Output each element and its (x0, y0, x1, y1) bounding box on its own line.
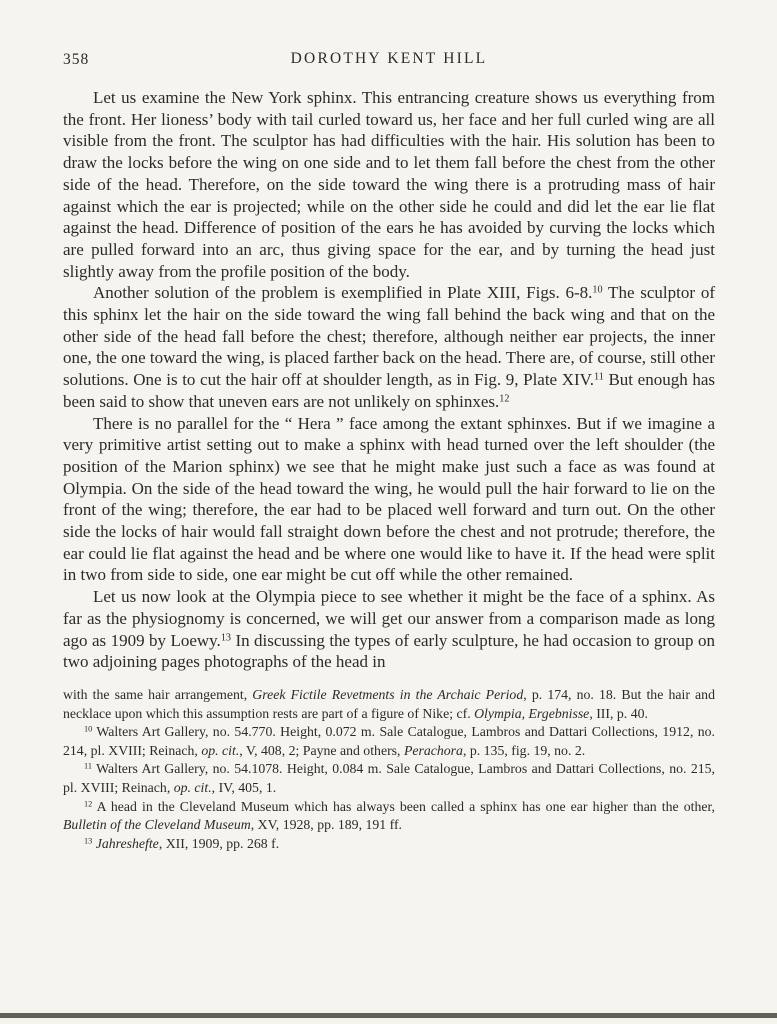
footnote-continuation: with the same hair arrangement, Greek Fictile Revetments in the Archaic Period, p. 174, no. 18. But the hair and necklace upon which this assumption rests are part of a figure of Nike; cf. Olympia, Ergebnisse, III, p. 40. (63, 686, 715, 721)
running-head-title: DOROTHY KENT HILL (290, 50, 488, 67)
footnotes-block (63, 686, 715, 853)
footnote: $^{10}$ Walters Art Gallery, no. 54.770. Height, 0.072 m. Sale Catalogue, Lambros and Dattari Collections, 1912, no. 214, pl. XVIII; Reinach, op. cit., V, 408, 2; Payne and others, Perachora, p. 135, fig. 19, no. 2. (63, 724, 715, 758)
footnote: $^{11}$ Walters Art Gallery, no. 54.1078. Height, 0.084 m. Sale Catalogue, Lambros and Dattari Collections, no. 215, pl. XVIII; Reinach, op. cit., IV, 405, 1. (63, 761, 715, 795)
paragraph: Let us now look at the Olympia piece to see whether it might be the face of a sphinx. As far as the physiognomy is concerned, we will get our answer from a comparison made as long ago as 1909 by Loewy.$^{13}$ In discussing the types of early sculpture, he had occasion to group on two adjoining pages photographs of the head in (63, 587, 715, 672)
paragraph: There is no parallel for the “ Hera ” face among the extant sphinxes. But if we imagine a very primitive artist setting out to make a sphinx with head turned over the left shoulder (the position of the Marion sphinx) we see that he might make just such a face as was found at Olympia. On the side of the head toward the wing, he would pull the hair forward to lie on the front of the wing; therefore, the ear had to be placed well forward and turn out. On the other side the locks of hair would fall straight down before the chest and not protrude; therefore, the ear could lie flat against the head and be where one would like to have it. If the head were split in two from side to side, one ear might be cut off while the other remained. (63, 413, 715, 585)
footnote: $^{13}$ Jahreshefte, XII, 1909, pp. 268 f. (84, 835, 280, 851)
paragraph: Another solution of the problem is exemplified in Plate XIII, Figs. 6-8.10 The sculptor of this sphinx let the hair on the side toward the wing fall behind the back wing and that on the other side of the head fall before the chest; therefore, although neither ear projects, the inner one, the one toward the wing, is placed farther back on the head. There are, of course, still other solutions. One is to cut the hair off at shoulder length, as in Fig. 9, Plate XIV.$^{11}$ But enough has been said to show that uneven ears are not unlikely on sphinxes.$^{12}$ (63, 283, 715, 411)
page-header (63, 50, 715, 72)
body-text (63, 87, 715, 673)
page-number: 358 (63, 51, 90, 68)
scan-edge-artifact (0, 1013, 777, 1018)
footnote: $^{12}$ A head in the Cleveland Museum which has always been called a sphinx has one ear higher than the other, Bulletin of the Cleveland Museum, XV, 1928, pp. 189, 191 ff. (63, 798, 715, 833)
paragraph: Let us examine the New York sphinx. This entrancing creature shows us everything from the front. Her lioness’ body with tail curled toward us, her face and her full curled wing are all visible from the front. The sculptor has had difficulties with the hair. His solution has been to draw the locks before the wing on one side and to let them fall before the chest from the other side of the head. Therefore, on the side toward the wing there is a protruding mass of hair against which the ear is projected; while on the other side he could and did let the ear lie flat against the head. Difference of position of the ears he has avoided by curving the locks which are pulled forward into an arc, thus giving space for the ear, and by turning the head just slightly away from the profile position of the body. (63, 88, 715, 281)
